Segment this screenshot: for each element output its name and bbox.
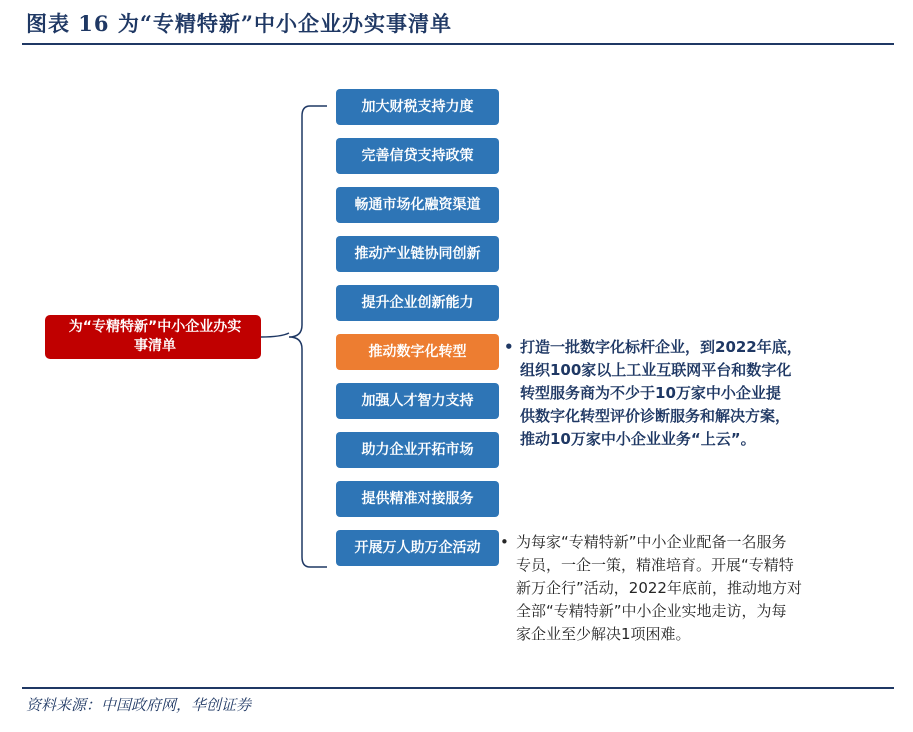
note-line: 家企业至少解决1项困难。 (516, 625, 691, 643)
note-line: 全部“专精特新”中小企业实地走访，为每 (516, 602, 787, 620)
note-line: 组织100家以上工业互联网平台和数字化 (520, 361, 792, 379)
branch-node-industry-chain: 推动产业链协同创新 (336, 236, 499, 272)
branch-node-matching-service: 提供精准对接服务 (336, 481, 499, 517)
note-line: 专员，一企一策，精准培育。开展“专精特 (516, 556, 794, 574)
note-enterprise-activity (500, 531, 802, 646)
note-line: 新万企行”活动，2022年底前，推动地方对 (516, 579, 802, 597)
branch-node-credit-policy: 完善信贷支持政策 (336, 138, 499, 174)
note-line: 转型服务商为不少于10万家中小企业提 (520, 384, 781, 402)
root-to-bracket-connector (261, 333, 289, 337)
branch-node-fiscal-support: 加大财税支持力度 (336, 89, 499, 125)
footer-divider (22, 687, 894, 689)
note-digital-transformation (504, 336, 802, 451)
branch-node-enterprise-activity: 开展万人助万企活动 (336, 530, 499, 566)
bullet-marker: • (504, 338, 514, 356)
source-note: 资料来源：中国政府网，华创证券 (26, 696, 252, 714)
bullet-marker: • (500, 533, 509, 551)
note-line: 打造一批数字化标杆企业，到2022年底， (520, 338, 802, 356)
note-line: 供数字化转型评价诊断服务和解决方案， (520, 407, 791, 425)
figure-title: 图表 16 为“专精特新”中小企业办实事清单 (26, 11, 453, 36)
bracket-brace (289, 106, 327, 567)
branch-node-innovation: 提升企业创新能力 (336, 285, 499, 321)
note-line: 为每家“专精特新”中小企业配备一名服务 (516, 533, 787, 551)
branch-node-financing-channels: 畅通市场化融资渠道 (336, 187, 499, 223)
root-node: 为“专精特新”中小企业办实 事清单 (45, 315, 261, 359)
branch-node-digital-transformation: 推动数字化转型 (336, 334, 499, 370)
branch-node-talent-support: 加强人才智力支持 (336, 383, 499, 419)
note-line: 推动10万家中小企业业务“上云”。 (520, 430, 756, 448)
branch-node-market-expansion: 助力企业开拓市场 (336, 432, 499, 468)
